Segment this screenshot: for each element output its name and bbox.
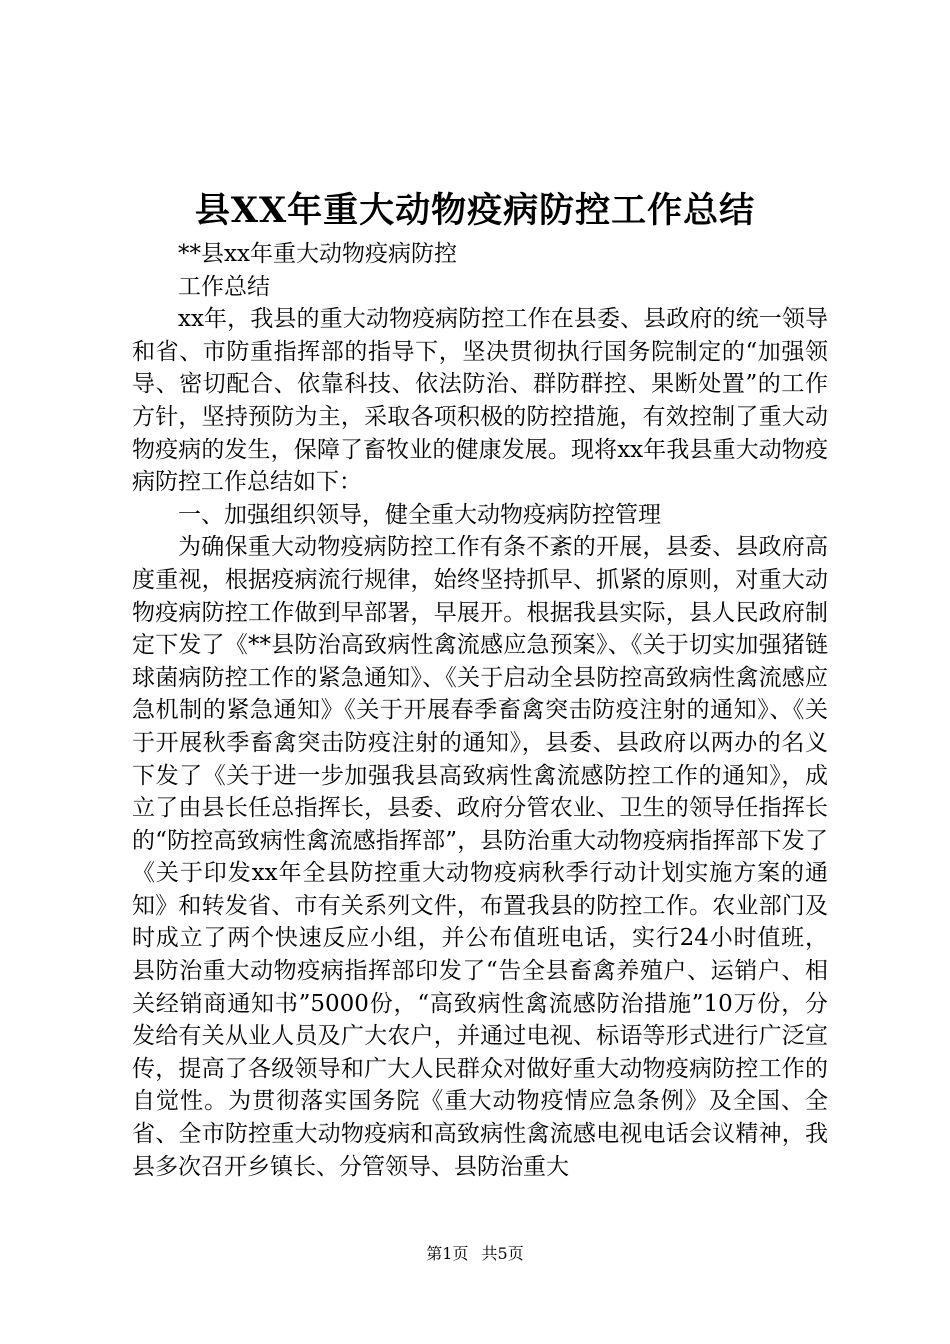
page-number-current: 第1页 [426, 1244, 469, 1263]
document-body [132, 238, 828, 1183]
paragraph-intro: xx年，我县的重大动物疫病防控工作在县委、县政府的统一领导和省、市防重指挥部的指导下，坚决贯彻执行国务院制定的“加强领导、密切配合、依靠科技、依法防治、群防群控、果断处置”的工作方针，坚持预防为主，采取各项积极的防控措施，有效控制了重大动物疫病的发生，保障了畜牧业的健康发展。现将xx年我县重大动物疫病防控工作总结如下： [132, 306, 828, 496]
document-title: 县XX年重大动物疫病防控工作总结 [194, 190, 756, 231]
subtitle-line-1: **县xx年重大动物疫病防控 [178, 241, 457, 267]
subtitle-line-2: 工作总结 [178, 273, 270, 300]
page-number-total: 共5页 [481, 1244, 524, 1263]
section-heading-1: 一、加强组织领导，健全重大动物疫病防控管理 [178, 501, 661, 528]
paragraph-section-1: 为确保重大动物疫病防控工作有条不紊的开展，县委、县政府高度重视，根据疫病流行规律，始终坚持抓早、抓紧的原则，对重大动物疫病防控工作做到早部署，早展开。根据我县实际，县人民政府制定下发了《**县防治高致病性禽流感应急预案》、《关于切实加强猪链球菌病防控工作的紧急通知》、《关于启动全县防控高致病性禽流感应急机制的紧急通知》《关于开展春季畜禽突击防疫注射的通知》、《关于开展秋季畜禽突击防疫注射的通知》，县委、县政府以两办的名义下发了《关于进一步加强我县高致病性禽流感防控工作的通知》，成立了由县长任总指挥长，县委、政府分管农业、卫生的领导任指挥长的“防控高致病性禽流感指挥部”，县防治重大动物疫病指挥部下发了《关于印发xx年全县防控重大动物疫病秋季行动计划实施方案的通知》和转发省、市有关系列文件，布置我县的防控工作。农业部门及时成立了两个快速反应小组，并公布值班电话，实行24小时值班，县防治重大动物疫病指挥部印发了“告全县畜禽养殖户、运销户、相关经销商通知书”5000份，“高致病性禽流感防治措施”10万份，分发给有关从业人员及广大农户，并通过电视、标语等形式进行广泛宣传，提高了各级领导和广大人民群众对做好重大动物疫病防控工作的自觉性。为贯彻落实国务院《重大动物疫情应急条例》及全国、全省、全市防控重大动物疫病和高致病性禽流感电视电话会议精神，我县多次召开乡镇长、分管领导、县防治重大 [132, 534, 828, 1180]
page-footer [0, 1242, 950, 1266]
